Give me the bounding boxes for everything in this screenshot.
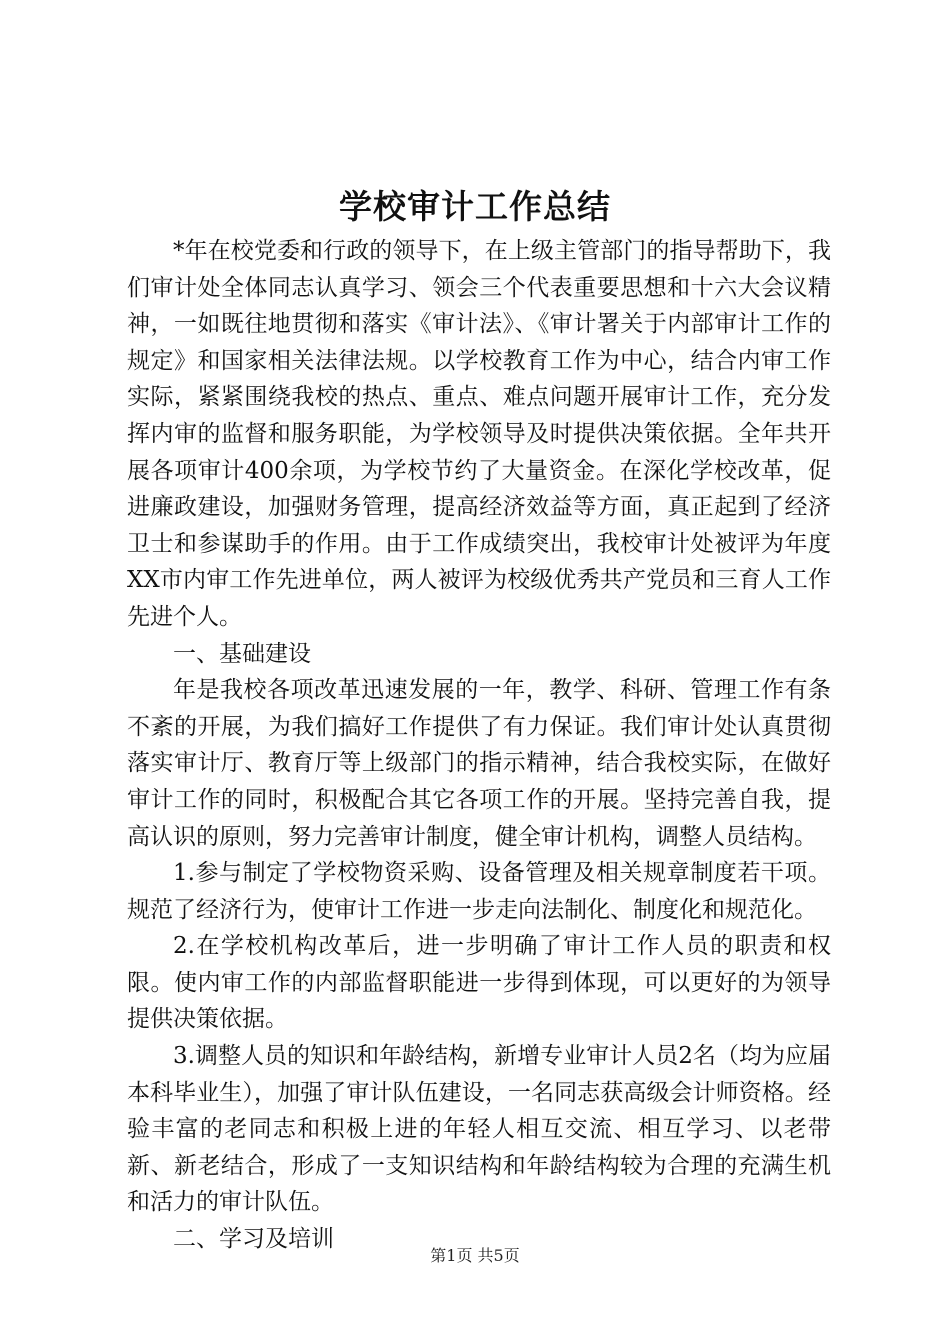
list-item-2: 2.在学校机构改革后，进一步明确了审计工作人员的职责和权限。使内审工作的内部监督职能进一步得到体现，可以更好的为领导提供决策依据。 — [127, 933, 831, 1033]
section-heading-training: 二、学习及培训 — [173, 1226, 334, 1253]
list-item-1: 1.参与制定了学校物资采购、设备管理及相关规章制度若干项。规范了经济行为，使审计工作进一步走向法制化、制度化和规范化。 — [127, 860, 831, 923]
section-heading-foundation: 一、基础建设 — [173, 640, 311, 667]
document-body — [127, 233, 831, 1258]
document-title: 学校审计工作总结 — [339, 187, 611, 226]
list-item-3: 3.调整人员的知识和年龄结构，新增专业审计人员2名（均为应届本科毕业生），加强了审计队伍建设，一名同志获高级会计师资格。经验丰富的老同志和积极上进的年轻人相互交流、相互学习、以老带新、新老结合，形成了一支知识结构和年龄结构较为合理的充满生机和活力的审计队伍。 — [127, 1043, 831, 1216]
foundation-paragraph: 年是我校各项改革迅速发展的一年，教学、科研、管理工作有条不紊的开展，为我们搞好工作提供了有力保证。我们审计处认真贯彻落实审计厅、教育厅等上级部门的指示精神，结合我校实际，在做好审计工作的同时，积极配合其它各项工作的开展。坚持完善自我，提高认识的原则，努力完善审计制度，健全审计机构，调整人员结构。 — [127, 677, 831, 850]
page-number-footer: 第1页 共5页 — [430, 1246, 520, 1265]
intro-paragraph: *年在校党委和行政的领导下，在上级主管部门的指导帮助下，我们审计处全体同志认真学习、领会三个代表重要思想和十六大会议精神，一如既往地贯彻和落实《审计法》、《审计署关于内部审计工作的规定》和国家相关法律法规。以学校教育工作为中心，结合内审工作实际，紧紧围绕我校的热点、重点、难点问题开展审计工作，充分发挥内审的监督和服务职能，为学校领导及时提供决策依据。全年共开展各项审计400余项，为学校节约了大量资金。在深化学校改革，促进廉政建设，加强财务管理，提高经济效益等方面，真正起到了经济卫士和参谋助手的作用。由于工作成绩突出，我校审计处被评为年度XX市内审工作先进单位，两人被评为校级优秀共产党员和三育人工作先进个人。 — [127, 238, 831, 630]
